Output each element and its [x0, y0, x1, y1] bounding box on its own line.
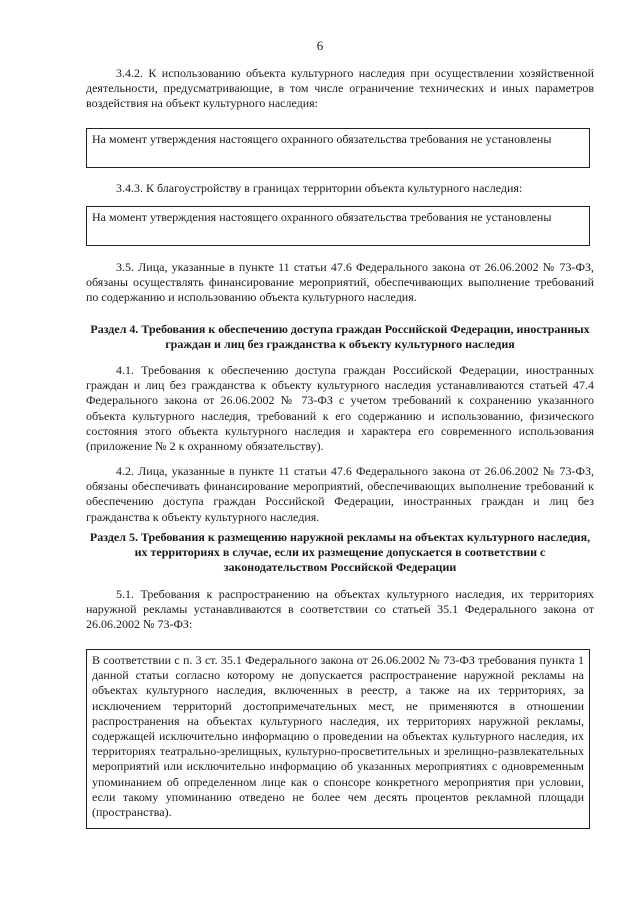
paragraph-4-1: 4.1. Требования к обеспечению доступа граждан Российской Федерации, иностранных граждан и лиц без гражданства к объекту культурного наследия устанавливаются статьей 47.4 Федерального закона от 26.06.2002 № 73-ФЗ с учетом требований к сохранению указанного объекта культурного наследия, требований к его содержанию и использованию, физического состояния этого объекта культурного наследия и характера его современного использования (приложение № 2 к охранному обязательству).: [86, 363, 594, 454]
requirements-box-2: На момент утверждения настоящего охранного обязательства требования не установлены: [86, 206, 590, 246]
paragraph-3-5: 3.5. Лица, указанные в пункте 11 статьи 47.6 Федерального закона от 26.06.2002 № 73-ФЗ, обязаны осуществлять финансирование мероприятий, обеспечивающих выполнение требований по содержанию и использованию объекта культурного наследия.: [86, 260, 594, 305]
paragraph-3-4-3: 3.4.3. К благоустройству в границах территории объекта культурного наследия:: [116, 181, 523, 195]
paragraph-5-1: 5.1. Требования к распространению на объектах культурного наследия, их территориях наружной рекламы устанавливаются в соответствии со статьей 35.1 Федерального закона от 26.06.2002 № 73-ФЗ:: [86, 587, 594, 632]
requirements-box-1: На момент утверждения настоящего охранного обязательства требования не установлены: [86, 128, 590, 168]
section-5-heading: Раздел 5. Требования к размещению наружной рекламы на объектах культурного наследия, их территориях в случае, если их размещение допускается в соответствии с законодательством Российской Федерации: [89, 530, 591, 575]
page-number: 6: [316, 38, 324, 53]
paragraph-3-4-2: 3.4.2. К использованию объекта культурного наследия при осуществлении хозяйственной деятельности, предусматривающие, в том числе ограничение технических и иных параметров воздействия на объект культурного наследия:: [86, 66, 594, 111]
section-4-heading: Раздел 4. Требования к обеспечению доступа граждан Российской Федерации, иностранных граждан и лиц без гражданства к объекту культурного наследия: [90, 322, 590, 352]
paragraph-4-2: 4.2. Лица, указанные в пункте 11 статьи 47.6 Федерального закона от 26.06.2002 № 73-ФЗ, обязаны обеспечивать финансирование мероприятий, обеспечивающих выполнение требований к обеспечению доступа граждан Российской Федерации, иностранных граждан и лиц без гражданства к объекту культурного наследия.: [86, 464, 594, 524]
advertising-requirements-box: В соответствии с п. 3 ст. 35.1 Федерального закона от 26.06.2002 № 73-ФЗ требования пункта 1 данной статьи согласно которому не допускается распространение наружной рекламы на объектах культурного наследия, включенных в реестр, а также на их территориях, за исключением территорий достопримечательных мест, не применяются в отношении распространения на объектах культурного наследия, их территориях наружной рекламы, содержащей исключительно информацию о проведении на объектах культурного наследия, их территориях театрально-зрелищных, культурно-просветительных и зрелищно-развлекательных мероприятий или исключительно информацию об указанных мероприятиях с одновременным упоминанием об определенном лице как о спонсоре конкретного мероприятия при условии, если такому упоминанию отведено не более чем десять процентов рекламной площади (пространства).: [86, 649, 590, 829]
